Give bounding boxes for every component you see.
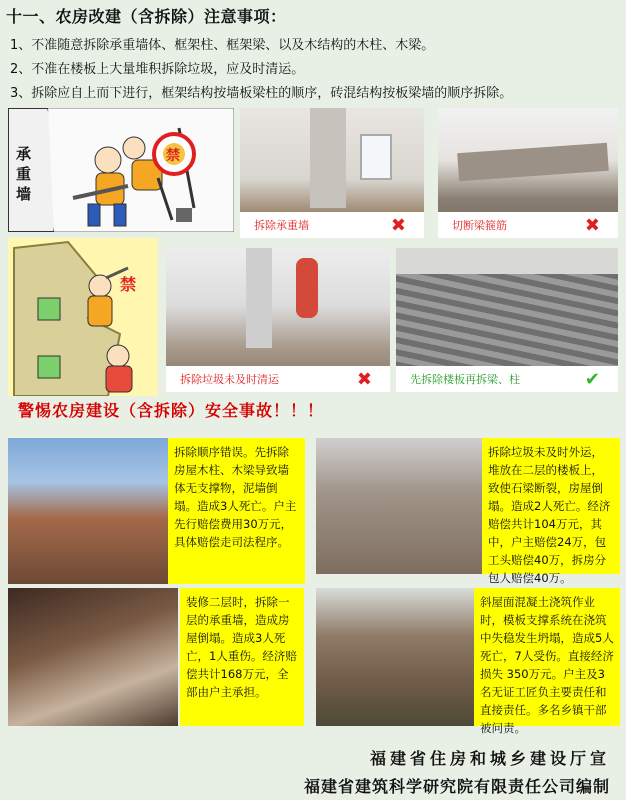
photo-window — [360, 134, 392, 180]
photo-beam — [457, 143, 609, 181]
rule-2: 2、不准在楼板上大量堆积拆除垃圾，应及时清运。 — [10, 62, 305, 77]
caption-bar — [396, 366, 618, 392]
photo-case-1 — [8, 438, 168, 584]
cross-icon: ✖ — [390, 214, 406, 236]
photo-case-3 — [8, 588, 178, 726]
rule-1: 1、不准随意拆除承重墙体、框架柱、框架梁、以及木结构的木柱、木梁。 — [10, 38, 435, 53]
forbidden-sign: 禁 — [166, 148, 180, 164]
page-title: 十一、农房改建（含拆除）注意事项： — [6, 7, 287, 26]
check-icon: ✔ — [584, 368, 600, 390]
photo-slab-before-beams — [396, 248, 618, 392]
cross-icon: ✖ — [584, 214, 600, 236]
wall-label: 承重墙 — [16, 145, 32, 203]
photo-cut-beam-stirrups — [438, 108, 618, 238]
photo-debris-not-cleared — [166, 248, 390, 392]
compiler-line: 福建省建筑科学研究院有限责任公司编制 — [303, 777, 610, 796]
case-4-text: 斜屋面混凝土浇筑作业时，模板支撑系统在浇筑中失稳发生坍塌，造成5人死亡，7人受伤。直接经济损失 350万元。户主及3名无证工匠负主要责任和直接责任。多名乡镇干部被问责。 — [474, 588, 620, 726]
cartoon-illustration — [8, 238, 158, 396]
case-1-text: 拆除顺序错误。先拆除房屋木柱、木梁导致墙体无支撑物，泥墙倒塌。造成3人死亡。户主先行赔偿费用30万元，具体赔偿走司法程序。 — [168, 438, 305, 584]
caption-text: 切断梁箍筋 — [452, 219, 507, 232]
cross-icon: ✖ — [356, 368, 372, 390]
photo-case-4 — [316, 588, 474, 726]
caption-text: 拆除垃圾未及时清运 — [180, 373, 279, 386]
publisher-line: 福建省住房和城乡建设厅宣 — [369, 749, 610, 768]
photo-remove-load-bearing-wall — [240, 108, 424, 238]
cartoon-demolition-order — [8, 238, 158, 396]
photo-sky — [396, 248, 618, 274]
safety-alert-heading: 警惕农房建设（含拆除）安全事故！！！ — [18, 401, 325, 420]
case-2-text: 拆除垃圾未及时外运，堆放在二层的楼板上，致使石梁断裂，房屋倒塌。造成2人死亡。经济赔偿共计104万元，其中，户主赔偿24万，包工头赔偿40万，拆房分包人赔偿40万。 — [482, 438, 620, 574]
forbidden-sign: 禁 — [120, 275, 137, 294]
caption-bar — [240, 212, 424, 238]
case-3-text: 装修二层时，拆除一层的承重墙，造成房屋倒塌。造成3人死亡，1人重伤。经济赔偿共计168万元，全部由户主承担。 — [180, 588, 304, 726]
rule-3: 3、拆除应自上而下进行，框架结构按墙板梁柱的顺序，砖混结构按板梁墙的顺序拆除。 — [10, 86, 513, 101]
caption-bar — [166, 366, 390, 392]
cartoon-load-bearing-wall — [8, 108, 234, 232]
caption-text: 先拆除楼板再拆梁、柱 — [410, 373, 520, 386]
caption-text: 拆除承重墙 — [254, 219, 309, 232]
caption-bar — [438, 212, 618, 238]
photo-case-2 — [316, 438, 482, 574]
photo-worker — [296, 258, 318, 318]
photo-wall-pillar — [310, 108, 346, 208]
cartoon-illustration — [8, 108, 234, 232]
photo-column — [246, 248, 272, 348]
